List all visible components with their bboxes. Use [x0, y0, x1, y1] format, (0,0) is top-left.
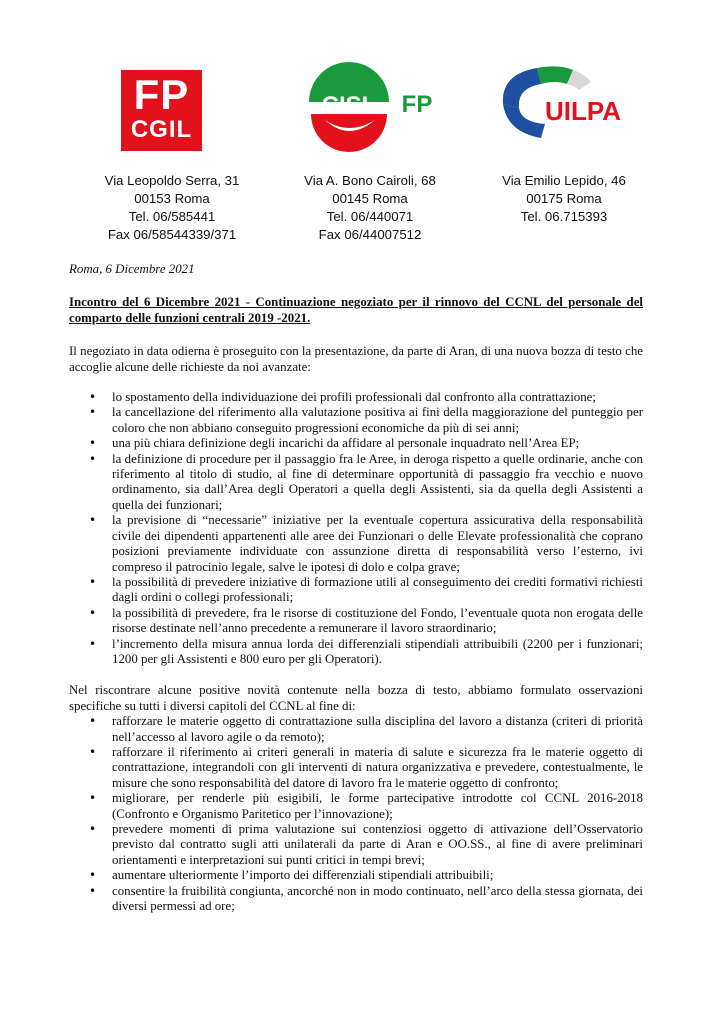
list-item: • la possibilità di prevedere iniziative di formazione utili al conseguimento dei crediti formativi richiesti dagli ordini o collegi professionali; — [69, 575, 643, 606]
address-uilpa — [484, 172, 644, 226]
observations-list — [69, 714, 643, 914]
address-fax: Fax 06/44007512 — [318, 227, 422, 242]
cisl-fp-logo-text: FP — [401, 91, 433, 118]
document-title: Incontro del 6 Dicembre 2021 - Continuazione negoziato per il rinnovo del CCNL del personale del comparto delle funzioni centrali 2019 -2021. — [69, 295, 643, 325]
list-item: • la previsione di “necessarie” iniziative per la eventuale copertura assicurativa della responsabilità civile dei dipendenti appartenenti alle aree dei Funzionari o delle Elevate professionalità che coprano posizioni previamente individuate con assunzione diretta di responsabilità verso l’esterno, ivi compreso il patrocinio legale, salve le ipotesi di dolo e colpa grave; — [69, 513, 643, 575]
address-street: Via A. Bono Cairoli, 68 — [304, 173, 436, 188]
list-item: • lo spostamento della individuazione dei profili professionali dal confronto alla contrattazione; — [69, 390, 643, 405]
address-tel: Tel. 06/585441 — [128, 209, 216, 224]
list-item: • rafforzare le materie oggetto di contrattazione sulla disciplina del lavoro a distanza (criteri di priorità nell’accesso al lavoro agile o da remoto); — [69, 714, 643, 745]
address-cisl-fp — [290, 172, 450, 244]
fp-cgil-logo-cgil: CGIL — [130, 116, 193, 143]
list-item: • la definizione di procedure per il passaggio fra le Aree, in deroga rispetto a quelle ordinarie, anche con riferimento al titolo di studio, al fine di determinare opportunità di passaggio fra vecchio e nuovo ordinamento, sia dall’Area degli Operatori a quella degli Assistenti, sia da quella degli Assistenti a quella dei funzionari; — [69, 452, 643, 514]
intro-paragraph: Il negoziato in data odierna è proseguito con la presentazione, da parte di Aran, di una nuova bozza di testo che accoglie alcune delle richieste da noi avanzate: — [69, 344, 643, 374]
list-item: • la possibilità di prevedere, fra le risorse di costituzione del Fondo, l’eventuale quota non erogata delle risorse destinate nell’anno precedente a remunerare il lavoro straordinario; — [69, 606, 643, 637]
list-item: • migliorare, per renderle più esigibili, le forme partecipative introdotte col CCNL 2016-2018 (Confronto e Organismo Paritetico per l’innovazione); — [69, 791, 643, 822]
fp-cgil-logo-fp: FP — [133, 71, 190, 118]
address-fp-cgil — [92, 172, 252, 244]
list-item: • rafforzare il riferimento ai criteri generali in materia di salute e sicurezza fra le materie oggetto di contrattazione, integrandoli con gli interventi di natura organizzativa e prevedere, contestualmente, le misure che sono responsabilità del datore di lavoro fra le materie oggetto di confronto; — [69, 745, 643, 791]
cisl-logo-text: CISL — [321, 92, 377, 119]
address-tel: Tel. 06/440071 — [326, 209, 414, 224]
address-street: Via Leopoldo Serra, 31 — [104, 173, 240, 188]
document-body — [69, 262, 643, 914]
address-tel: Tel. 06.715393 — [520, 209, 608, 224]
observations-paragraph: Nel riscontrare alcune positive novità contenute nella bozza di testo, abbiamo formulato osservazioni specifiche su tutti i diversi capitoli del CCNL al fine di: — [69, 683, 643, 713]
cisl-fp-logo — [305, 62, 435, 152]
fp-cgil-logo — [121, 70, 202, 151]
list-item: • aumentare ulteriormente l’importo dei differenziali stipendiali attribuibili; — [69, 868, 643, 883]
list-item: • una più chiara definizione degli incarichi da affidare al personale inquadrato nell’Area EP; — [69, 436, 643, 451]
list-item: • l’incremento della misura annua lorda dei differenziali stipendiali attribuibili (2200 per i funzionari; 1200 per gli Assistenti e 800 euro per gli Operatori). — [69, 637, 643, 668]
accepted-requests-list — [69, 390, 643, 667]
letterhead-logos — [0, 62, 724, 162]
address-fax: Fax 06/58544339/371 — [107, 227, 237, 242]
document-date: Roma, 6 Dicembre 2021 — [69, 262, 195, 276]
list-item: • prevedere momenti di prima valutazione sui contenziosi oggetto di attivazione dell’Osservatorio previsto dal contratto sugli atti unilaterali da parte di Aran e OO.SS., al fine di avere preliminari orientamenti e interpretazioni sui punti critici in tempi brevi; — [69, 822, 643, 868]
list-item: • la cancellazione del riferimento alla valutazione positiva ai fini della maggiorazione del punteggio per coloro che non abbiano conseguito progressioni economiche da più di sei anni; — [69, 405, 643, 436]
uilpa-logo-text: UILPA — [544, 96, 622, 126]
address-cap: 00175 Roma — [526, 191, 602, 206]
address-street: Via Emilio Lepido, 46 — [502, 173, 626, 188]
address-cap: 00145 Roma — [332, 191, 408, 206]
uilpa-logo — [497, 62, 629, 152]
list-item: • consentire la fruibilità congiunta, ancorché non in modo continuato, nell’arco della stessa giornata, dei diversi permessi ad ore; — [69, 884, 643, 915]
address-cap: 00153 Roma — [134, 191, 210, 206]
